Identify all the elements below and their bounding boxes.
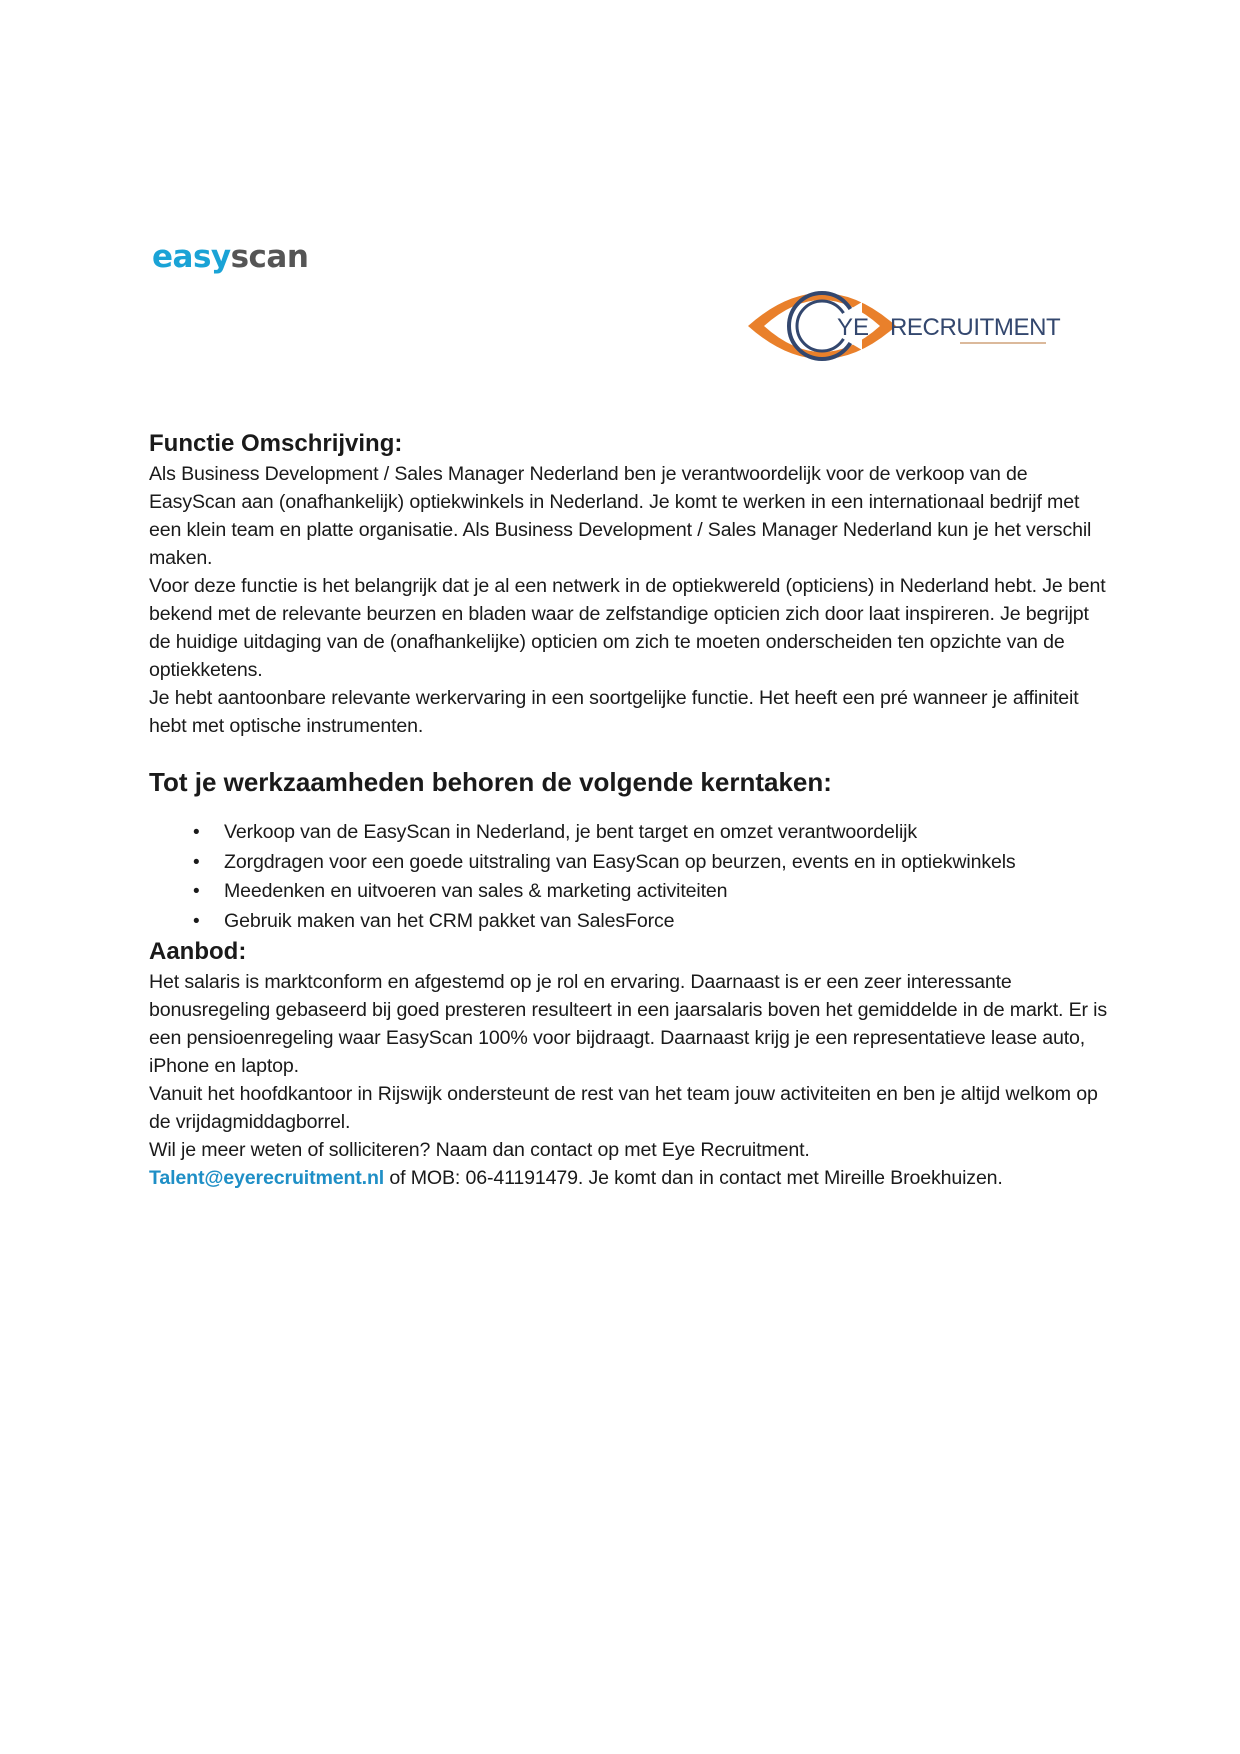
- functie-paragraph-1: Als Business Development / Sales Manager Nederland ben je verantwoordelijk voor de verkoop van de EasyScan aan (onafhankelijk) optiekwinkels in Nederland. Je komt te werken in een internationaal bedrijf met een klein team en platte organisatie. Als Business Development / Sales Manager Nederland kun je het verschil maken.: [149, 463, 1092, 569]
- contact-line-1: Wil je meer weten of solliciteren? Naam dan contact op met Eye Recruitment.: [149, 1139, 810, 1161]
- easyscan-logo-easy: easy: [152, 240, 231, 275]
- eye-recruitment-logo: [744, 276, 1064, 376]
- task-item-text: Zorgdragen voor een goede uitstraling van EasyScan op beurzen, events en in optiekwinkels: [224, 850, 1016, 873]
- main-content: [149, 428, 1109, 1192]
- bullet-icon: •: [193, 910, 200, 932]
- functie-heading: Functie Omschrijving:: [149, 430, 403, 457]
- task-list: [149, 818, 1109, 936]
- task-item-text: Verkoop van de EasyScan in Nederland, je bent target en omzet verantwoordelijk: [224, 821, 918, 843]
- task-list-item: [149, 877, 1109, 907]
- easyscan-logo-scan: scan: [230, 240, 309, 275]
- bullet-icon: •: [193, 822, 200, 843]
- bullet-icon: •: [193, 851, 200, 873]
- functie-paragraph-2: Voor deze functie is het belangrijk dat je al een netwerk in de optiekwereld (opticiens) in Nederland hebt. Je bent bekend met de relevante beurzen en bladen waar de zelfstandige opticien zich door laat inspireren. Je begrijpt de huidige uitdaging van de (onafhankelijke) opticien om zich te moeten onderscheiden ten opzichte van de optiekketens.: [149, 575, 1106, 681]
- easyscan-logo: [152, 240, 372, 276]
- contact-line-2: of MOB: 06-41191479. Je komt dan in contact met Mireille Broekhuizen.: [384, 1167, 1003, 1189]
- task-item-text: Gebruik maken van het CRM pakket van SalesForce: [224, 909, 675, 932]
- aanbod-paragraph-1: Het salaris is marktconform en afgestemd op je rol en ervaring. Daarnaast is er een zeer interessante bonusregeling gebaseerd bij goed presteren resulteert in een jaarsalaris boven het gemiddelde in de markt. Er is een pensioenregeling waar EasyScan 100% voor bijdraagt. Daarnaast krijg je een representatieve lease auto, iPhone en laptop.: [149, 971, 1108, 1077]
- task-list-item: [149, 907, 1109, 937]
- contact-paragraph: [149, 1136, 1109, 1192]
- eye-logo-recruitment: RECRUITMENT: [890, 314, 1061, 341]
- aanbod-heading: Aanbod:: [149, 938, 247, 965]
- task-list-item: [149, 848, 1109, 878]
- svg-text:easyscan: [152, 240, 308, 275]
- bullet-icon: •: [193, 881, 200, 902]
- task-list-item: [149, 818, 1109, 848]
- eye-logo-ye: YE: [837, 314, 870, 341]
- email-link[interactable]: Talent@eyerecruitment.nl: [149, 1167, 385, 1189]
- aanbod-paragraph-2: Vanuit het hoofdkantoor in Rijswijk ondersteunt de rest van het team jouw activiteiten en ben je altijd welkom op de vrijdagmiddagborrel.: [149, 1083, 1098, 1133]
- functie-paragraph-3: Je hebt aantoonbare relevante werkervaring in een soortgelijke functie. Het heeft een pré wanneer je affiniteit hebt met optische instrumenten.: [149, 687, 1079, 737]
- tasks-heading: Tot je werkzaamheden behoren de volgende kerntaken:: [149, 767, 832, 797]
- task-item-text: Meedenken en uitvoeren van sales & marketing activiteiten: [224, 880, 728, 902]
